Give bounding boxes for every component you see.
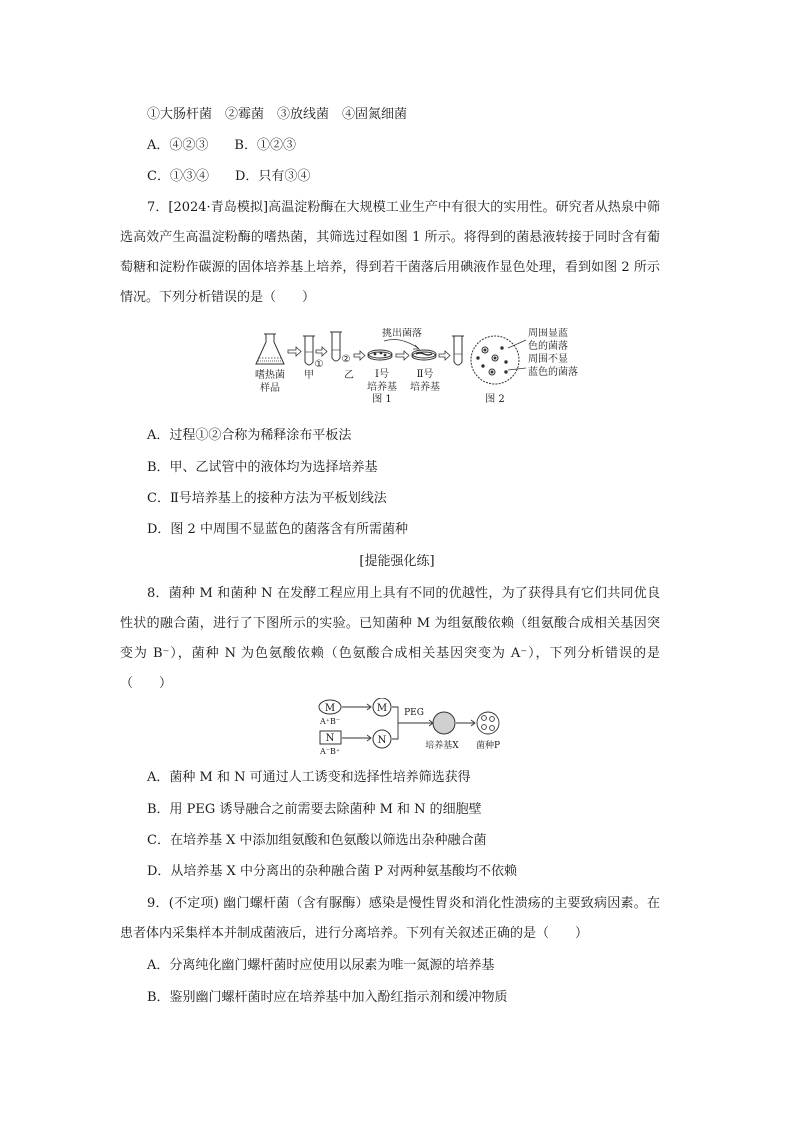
q7-option-b: B．甲、乙试管中的液体均为选择培养基	[147, 460, 378, 475]
q8-option-c: C．在培养基 X 中添加组氨酸和色氨酸以筛选出杂种融合菌	[147, 833, 487, 848]
plate-2-label-b: 培养基	[410, 382, 440, 393]
pick-arrow-icon	[384, 340, 418, 348]
strain-p-label: 菌种P	[475, 741, 501, 751]
legend-line-1: 周围显蓝	[528, 328, 568, 339]
colony-plate-icon	[471, 336, 519, 384]
q8-option-d: D．从培养基 X 中分离出的杂种融合菌 P 对两种氨基酸均不依赖	[147, 864, 517, 879]
tube-icon	[452, 336, 464, 365]
peg-label: PEG	[404, 708, 424, 718]
arrow-icon	[439, 351, 450, 360]
q8-option-b: B．用 PEG 诱导融合之前需要去除菌种 M 和 N 的细胞壁	[147, 802, 482, 817]
cell-m-label: M	[324, 703, 336, 714]
q9-stem: 9．(不定项) 幽门螺杆菌（含有脲酶）感染是慢性胃炎和消化性溃疡的主要致病因素。在患者体内采集样本并制成菌液后，进行分离培养。下列有关叙述正确的是（ ）	[120, 896, 660, 941]
plate-2-label-a: Ⅱ号	[416, 369, 434, 380]
pick-colony-label: 挑出菌落	[382, 328, 422, 339]
q8-figure	[314, 698, 510, 756]
medium-x-plate-icon	[433, 712, 455, 734]
cell-n-genotype: A⁻B⁺	[319, 747, 341, 756]
q7-option-d: D．图 2 中周围不显蓝色的菌落含有所需菌种	[147, 522, 408, 537]
cell-m-genotype: A⁺B⁻	[319, 717, 341, 726]
q8-option-a: A．菌种 M 和 N 可通过人工诱变和选择性培养筛选获得	[147, 770, 471, 785]
q8-stem: 8．菌种 M 和菌种 N 在发酵工程应用上具有不同的优越性，为了获得具有它们共同优良性状的融合菌，进行了下图所示的实验。已知菌种 M 为组氨酸依赖（组氨酸合成相关基因突变为 B⁻），菌种 N 为色氨酸依赖（色氨酸合成相关基因突变为 A⁻），下列分析错误的是（ ）	[120, 586, 660, 691]
protoplast-m-label: M	[376, 703, 388, 714]
tube-icon	[330, 332, 342, 361]
q6-options-row2: C．①③④ D．只有③④	[147, 169, 311, 184]
figure-2-caption: 图 2	[485, 394, 505, 404]
bracket-icon	[392, 707, 398, 739]
petri-dish-icon	[368, 350, 392, 360]
q7-figure	[250, 328, 580, 404]
medium-x-label: 培养基X	[425, 741, 459, 751]
arrow-icon	[316, 347, 327, 356]
protoplast-n-label: N	[377, 735, 387, 746]
strain-p-plate-icon	[477, 712, 499, 734]
flask-label-2: 样品	[260, 383, 280, 394]
q9-option-b: B．鉴别幽门螺杆菌时应在培养基中加入酚红指示剂和缓冲物质	[147, 990, 508, 1005]
section-heading: [提能强化练]	[359, 554, 435, 569]
figure-1-caption: 图 1	[372, 394, 392, 404]
flask-label-1: 嗜热菌	[255, 370, 285, 381]
step-2-label: ②	[341, 354, 351, 365]
flask-icon	[256, 334, 284, 364]
q7-option-a: A．过程①②合称为稀释涂布平板法	[147, 428, 352, 443]
cell-n-label: N	[325, 733, 335, 744]
q9-option-a: A．分离纯化幽门螺杆菌时应使用以尿素为唯一氮源的培养基	[147, 958, 495, 973]
tube-icon	[303, 336, 315, 365]
tube-a-label: 甲	[304, 370, 314, 381]
arrow-icon	[288, 347, 301, 356]
arrow-icon	[396, 351, 409, 360]
arrow-icon	[354, 351, 365, 360]
q6-items: ①大肠杆菌 ②霉菌 ③放线菌 ④固氮细菌	[147, 107, 408, 122]
legend-line-4: 蓝色的菌落	[528, 367, 578, 378]
q7-stem: 7．[2024·青岛模拟]高温淀粉酶在大规模工业生产中有很大的实用性。研究者从热泉中筛选高效产生高温淀粉酶的嗜热菌，其筛选过程如图 1 所示。将得到的菌悬液转接于同时含有葡萄糖和淀粉作碳源的固体培养基上培养，得到若干菌落后用碘液作显色处理，看到如图 2 所示情况。下列分析错误的是（ ）	[120, 200, 660, 305]
q7-option-c: C．Ⅱ号培养基上的接种方法为平板划线法	[147, 491, 387, 506]
tube-b-label: 乙	[344, 370, 354, 381]
plate-1-label-a: Ⅰ号	[375, 369, 389, 380]
q6-options-row1: A．④②③ B．①②③	[147, 138, 296, 153]
legend-line-3: 周围不显	[528, 354, 568, 365]
legend-line-2: 色的菌落	[528, 341, 568, 352]
step-1-label: ①	[314, 359, 324, 370]
petri-dish-icon	[412, 350, 436, 360]
plate-1-label-b: 培养基	[367, 382, 397, 393]
